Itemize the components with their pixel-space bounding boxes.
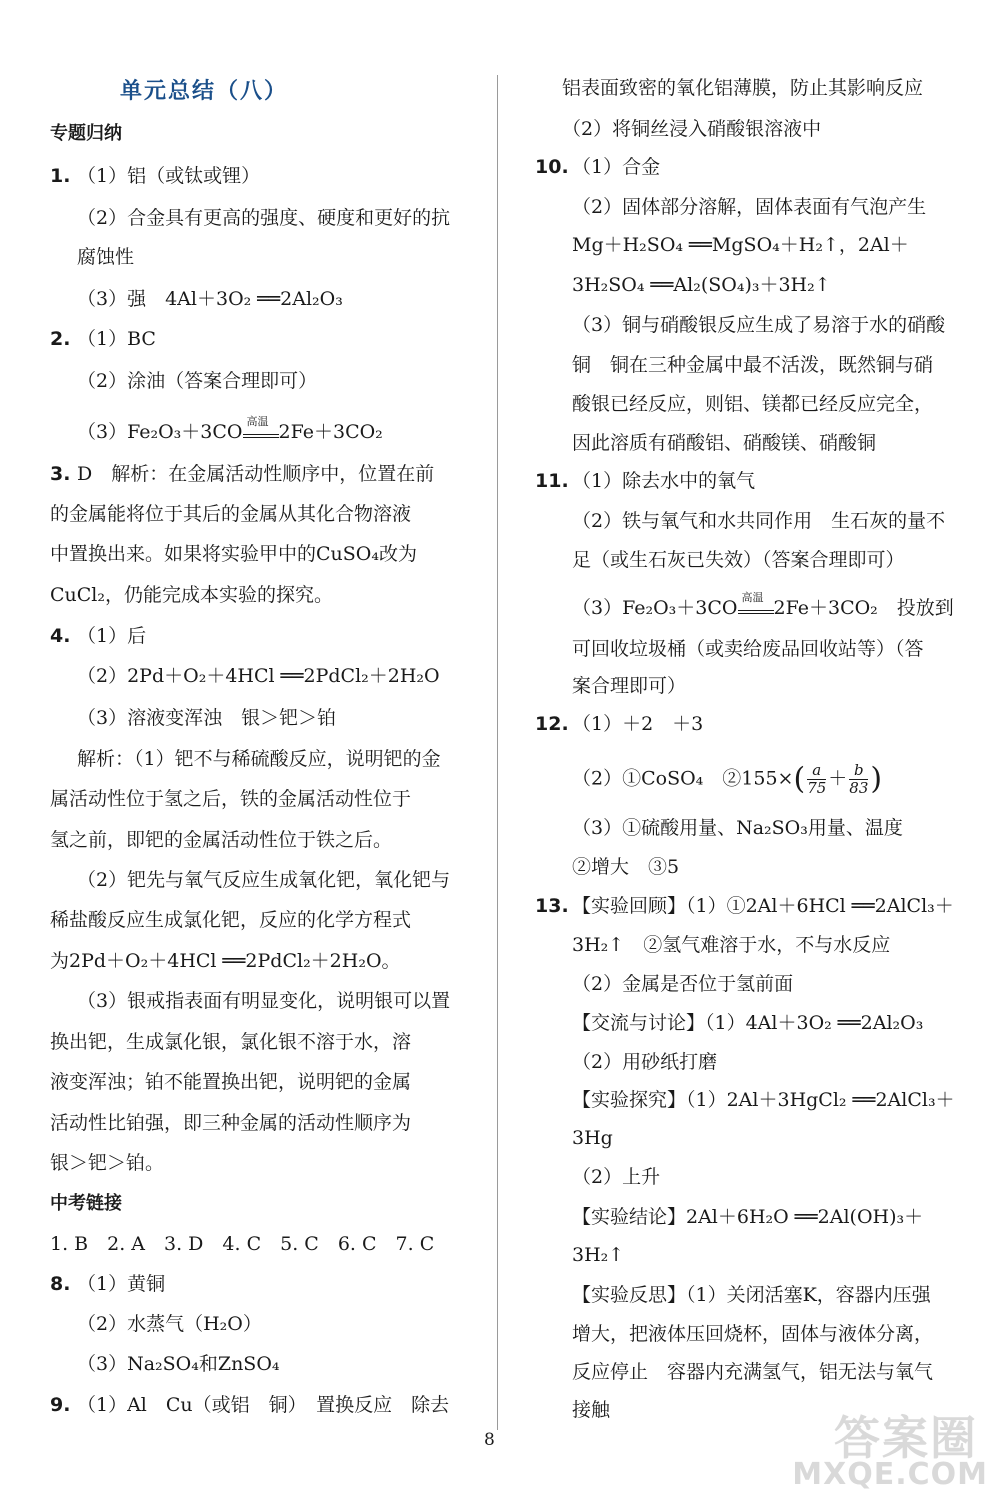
q11-line xyxy=(572,591,954,622)
q13-line: （2）用砂纸打磨 xyxy=(572,1051,718,1073)
q4-line: 稀盐酸反应生成氯化钯，反应的化学方程式 xyxy=(50,909,412,931)
q3-line: 中置换出来。如果将实验甲中的CuSO₄改为 xyxy=(50,543,417,565)
reaction-condition: 高温 xyxy=(246,415,269,428)
q10-line: （1）合金 xyxy=(572,156,661,178)
fraction-numerator: b xyxy=(849,762,868,780)
q8-line: （1）黄铜 xyxy=(77,1273,166,1295)
equation-right: 2Fe＋3CO₂ xyxy=(278,421,383,443)
multiple-choice-answers: 1. B 2. A 3. D 4. C 5. C 6. C 7. C xyxy=(50,1233,435,1255)
q13-line: 增大，把液体压回烧杯，固体与液体分离， xyxy=(572,1323,934,1345)
q3-line: 的金属能将位于其后的金属从其化合物溶液 xyxy=(50,503,412,525)
q10-line: 3H₂SO₄ ══Al₂(SO₄)₃＋3H₂↑ xyxy=(572,274,831,296)
q4-number: 4. xyxy=(50,625,71,647)
equation-left: （3）Fe₂O₃＋3CO xyxy=(77,421,243,443)
q1-line: （2）合金具有更高的强度、硬度和更好的抗 xyxy=(77,207,451,229)
q2-line: （2）涂油（答案合理即可） xyxy=(77,370,318,392)
q11-line: 足（或生石灰已失效）（答案合理即可） xyxy=(572,549,905,571)
q12-line: （1）＋2 ＋3 xyxy=(572,713,704,735)
q9-number: 9. xyxy=(50,1394,71,1416)
page-title: 单元总结（八） xyxy=(120,79,289,104)
q13-line: （2）上升 xyxy=(572,1166,661,1188)
q4-line: 属活动性位于氢之后，铁的金属活动性位于 xyxy=(50,788,412,810)
fraction-denominator: 83 xyxy=(849,779,869,797)
q1-number: 1. xyxy=(50,165,71,187)
q12-number: 12. xyxy=(535,713,569,735)
q11-line: （1）除去水中的氧气 xyxy=(572,470,756,492)
q13-line: 3H₂↑ xyxy=(572,1244,625,1266)
q10-line: 酸银已经反应，则铝、镁都已经反应完全， xyxy=(572,393,934,415)
close-paren: ) xyxy=(870,761,883,797)
q13-line: 【实验结论】2Al＋6H₂O ══2Al(OH)₃＋ xyxy=(572,1206,924,1228)
q10-line: 因此溶质有硝酸铝、硝酸镁、硝酸铜 xyxy=(572,432,877,454)
q2-line: （1）BC xyxy=(77,328,156,350)
equation-left: （3）Fe₂O₃＋3CO xyxy=(572,597,738,619)
q12-line xyxy=(572,762,882,797)
fraction-a-75 xyxy=(807,762,826,797)
q12-line: ②增大 ③5 xyxy=(572,856,680,878)
q13-line: 【实验反思】（1）关闭活塞K，容器内压强 xyxy=(572,1284,931,1306)
section-heading-topics: 专题归纳 xyxy=(50,123,122,144)
q2-number: 2. xyxy=(50,328,71,350)
fraction-b-83 xyxy=(849,762,868,797)
q4-line: （3）银戒指表面有明显变化，说明银可以置 xyxy=(77,990,451,1012)
q13-line: 【实验回顾】（1）①2Al＋6HCl ══2AlCl₃＋ xyxy=(572,895,954,917)
q9-line: （2）将铜丝浸入硝酸银溶液中 xyxy=(562,118,822,140)
q11-line: （2）铁与氧气和水共同作用 生石灰的量不 xyxy=(572,510,946,532)
q13-line: 【实验探究】（1）2Al＋3HgCl₂ ══2AlCl₃＋ xyxy=(572,1089,955,1111)
q13-line: 3Hg xyxy=(572,1127,613,1149)
page-number: 8 xyxy=(484,1430,495,1450)
q9-line: 铝表面致密的氧化铝薄膜，防止其影响反应 xyxy=(562,77,924,99)
fraction-numerator: a xyxy=(807,762,826,780)
equation-right: 2Fe＋3CO₂ 投放到 xyxy=(773,597,954,619)
q4-line: 解析：（1）钯不与稀硫酸反应，说明钯的金 xyxy=(77,748,441,770)
q1-line: （1）铝（或钛或锂） xyxy=(77,165,261,187)
q4-line: （2）钯先与氧气反应生成氧化钯，氧化钯与 xyxy=(77,869,451,891)
q13-line: 反应停止 容器内充满氢气，铝无法与氧气 xyxy=(572,1361,934,1383)
q13-number: 13. xyxy=(535,895,569,917)
q10-line: （3）铜与硝酸银反应生成了易溶于水的硝酸 xyxy=(572,314,946,336)
q13-line: 3H₂↑ ②氢气难溶于水，不与水反应 xyxy=(572,934,891,956)
q13-line: 接触 xyxy=(572,1399,611,1421)
q13-line: 【交流与讨论】（1）4Al＋3O₂ ══2Al₂O₃ xyxy=(572,1012,924,1034)
q10-number: 10. xyxy=(535,156,569,178)
reaction-condition: 高温 xyxy=(741,591,764,604)
q8-number: 8. xyxy=(50,1273,71,1295)
q4-line: （3）溶液变浑浊 银＞钯＞铂 xyxy=(77,707,337,729)
open-paren: ( xyxy=(793,761,806,797)
q4-line: 为2Pd＋O₂＋4HCl ══2PdCl₂＋2H₂O。 xyxy=(50,950,401,972)
q11-line: 可回收垃圾桶（或卖给废品回收站等）（答 xyxy=(572,638,924,660)
watermark-text: 答案圈 xyxy=(834,1411,978,1465)
q4-line: 换出钯，生成氯化银，氯化银不溶于水，溶 xyxy=(50,1031,412,1053)
q10-line: （2）固体部分溶解，固体表面有气泡产生 xyxy=(572,196,927,218)
q13-line: （2）金属是否位于氢前面 xyxy=(572,973,794,995)
q4-line: 银＞钯＞铂。 xyxy=(50,1152,165,1174)
watermark-domain: MXQE.COM xyxy=(792,1457,988,1492)
q12-part2-text: （2）①CoSO₄ ②155× xyxy=(572,767,794,790)
q4-line: 液变浑浊；铂不能置换出钯，说明钯的金属 xyxy=(50,1071,412,1093)
q4-line: 活动性比铂强，即三种金属的活动性顺序为 xyxy=(50,1112,412,1134)
q4-line: （1）后 xyxy=(77,625,147,647)
plus-sign: ＋ xyxy=(828,767,848,790)
q1-line: （3）强 4Al＋3O₂ ══2Al₂O₃ xyxy=(77,288,343,310)
q3-number: 3. xyxy=(50,463,71,485)
q10-line: 铜 铜在三种金属中最不活泼，既然铜与硝 xyxy=(572,354,934,376)
watermark xyxy=(778,1402,988,1492)
q8-line: （2）水蒸气（H₂O） xyxy=(77,1313,262,1335)
q10-line: Mg＋H₂SO₄ ══MgSO₄＋H₂↑，2Al＋ xyxy=(572,234,909,256)
q3-line: D 解析：在金属活动性顺序中，位置在前 xyxy=(77,463,435,485)
q3-line: CuCl₂，仍能完成本实验的探究。 xyxy=(50,584,334,606)
q11-number: 11. xyxy=(535,470,569,492)
column-divider xyxy=(497,75,498,1430)
q2-line xyxy=(77,415,383,446)
q11-line: 案合理即可） xyxy=(572,675,687,697)
q1-line: 腐蚀性 xyxy=(77,246,135,268)
q12-line: （3）①硫酸用量、Na₂SO₃用量、温度 xyxy=(572,817,903,839)
q8-line: （3）Na₂SO₄和ZnSO₄ xyxy=(77,1353,280,1375)
section-heading-exam-links: 中考链接 xyxy=(50,1193,122,1214)
fraction-denominator: 75 xyxy=(807,779,827,797)
q9-line: （1）Al Cu（或铝 铜） 置换反应 除去 xyxy=(77,1394,450,1416)
q4-line: （2）2Pd＋O₂＋4HCl ══2PdCl₂＋2H₂O xyxy=(77,665,440,687)
q4-line: 氢之前，即钯的金属活动性位于铁之后。 xyxy=(50,829,393,851)
